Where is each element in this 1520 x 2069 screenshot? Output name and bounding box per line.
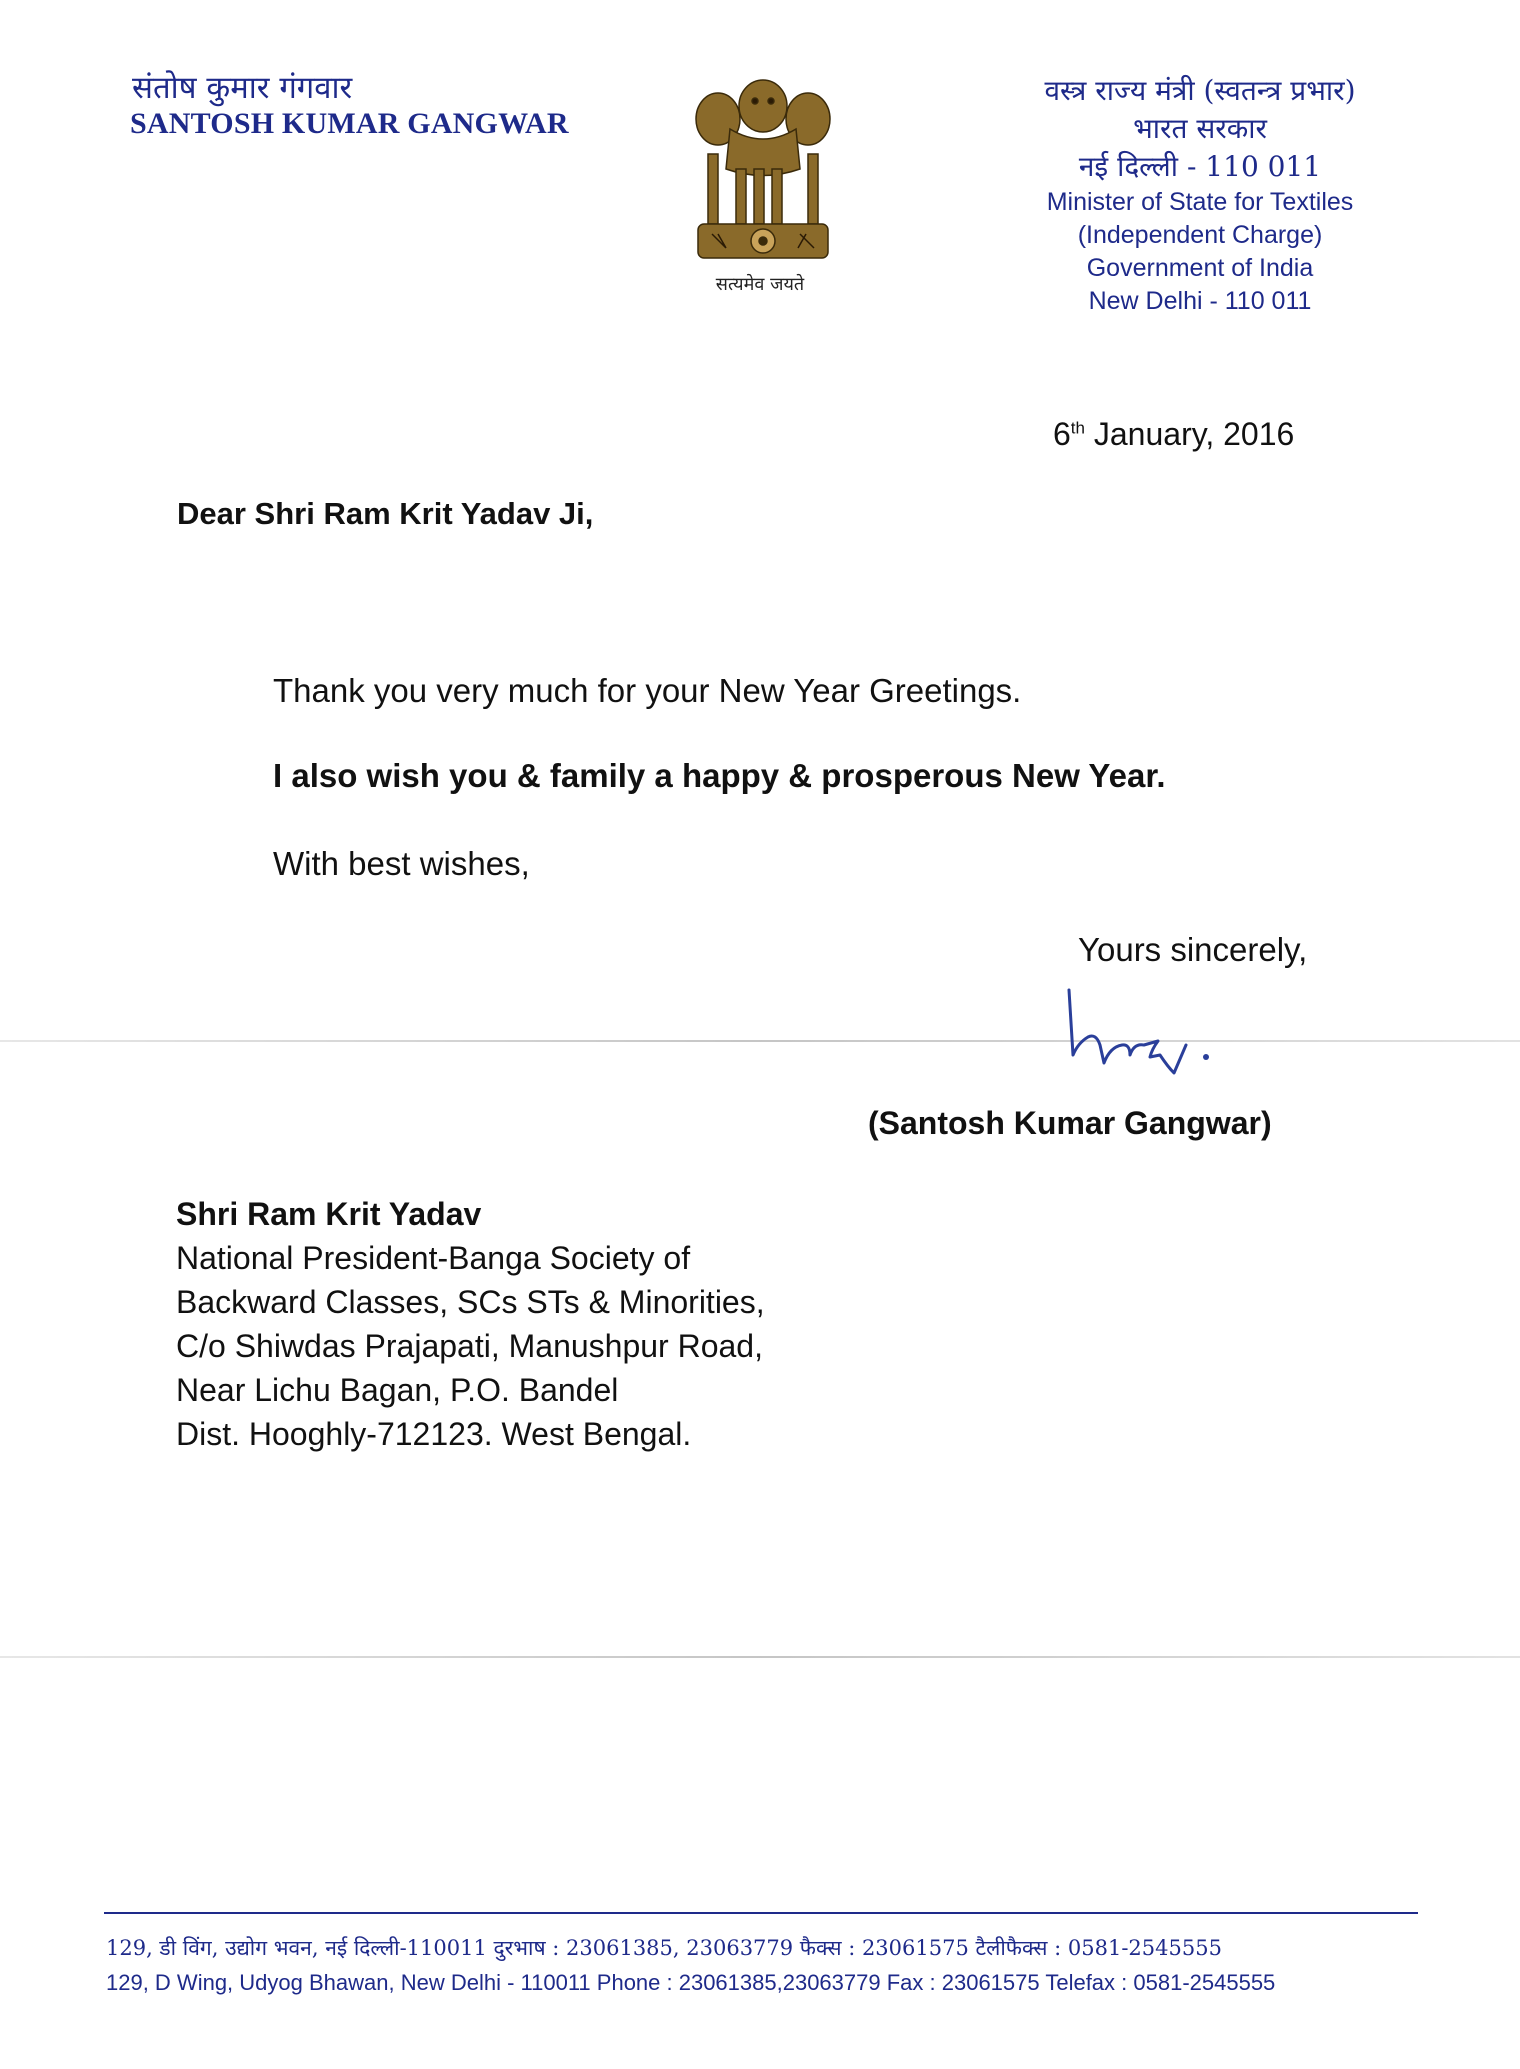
body-paragraph: With best wishes, [273,845,530,882]
office-line-english: (Independent Charge) [1077,221,1323,249]
address-line: C/o Shiwdas Prajapati, Manushpur Road, [176,1328,763,1364]
office-line-english: Minister of State for Textiles [1046,188,1354,216]
emblem-motto: सत्यमेव जयते [715,274,805,295]
closing: Yours sincerely, [1078,931,1308,968]
date-suffix: th [1070,418,1085,438]
recipient-name: Shri Ram Krit Yadav [176,1196,482,1232]
footer-address-hindi: 129, डी विंग, उद्योग भवन, नई दिल्ली-110011 दुरभाष : 23061385, 23063779 फैक्स : 23061575 टैलीफैक्स : 0581-2545555 [106,1936,1222,1960]
body-paragraph-bold: I also wish you & family a happy & prosperous New Year. [273,757,1166,794]
office-line-hindi: नई दिल्ली - 110 011 [1078,150,1322,183]
salutation: Dear Shri Ram Krit Yadav Ji, [177,496,594,531]
letter-date [1053,416,1294,453]
recipient-address [176,1192,765,1456]
letterhead-name-hindi: संतोष कुमार गंगवार [132,70,353,106]
footer-address-english: 129, D Wing, Udyog Bhawan, New Delhi - 110011 Phone : 23061385,23063779 Fax : 23061575 Telefax : 0581-2545555 [106,1970,1276,1995]
address-line: Backward Classes, SCs STs & Minorities, [176,1284,765,1320]
letterhead-name-english: SANTOSH KUMAR GANGWAR [130,107,569,140]
address-line: National President-Banga Society of [176,1240,691,1276]
office-line-hindi: वस्त्र राज्य मंत्री (स्वतन्त्र प्रभार) [1044,74,1356,107]
office-line-english: Government of India [1086,254,1314,282]
address-line: Dist. Hooghly-712123. West Bengal. [176,1416,692,1452]
date-month-year: January, 2016 [1084,416,1295,452]
signatory-name: (Santosh Kumar Gangwar) [868,1105,1272,1141]
national-emblem-icon [688,74,838,274]
footer-divider [104,1912,1418,1914]
letterhead-office-block [920,72,1480,318]
date-day: 6 [1053,416,1071,452]
fold-line [0,1656,1520,1658]
handwritten-signature [1060,985,1280,1100]
office-line-hindi: भारत सरकार [1133,112,1267,145]
body-paragraph: Thank you very much for your New Year Greetings. [273,672,1022,709]
office-line-english: New Delhi - 110 011 [1088,287,1312,315]
address-line: Near Lichu Bagan, P.O. Bandel [176,1372,619,1408]
fold-line [0,1040,1520,1042]
